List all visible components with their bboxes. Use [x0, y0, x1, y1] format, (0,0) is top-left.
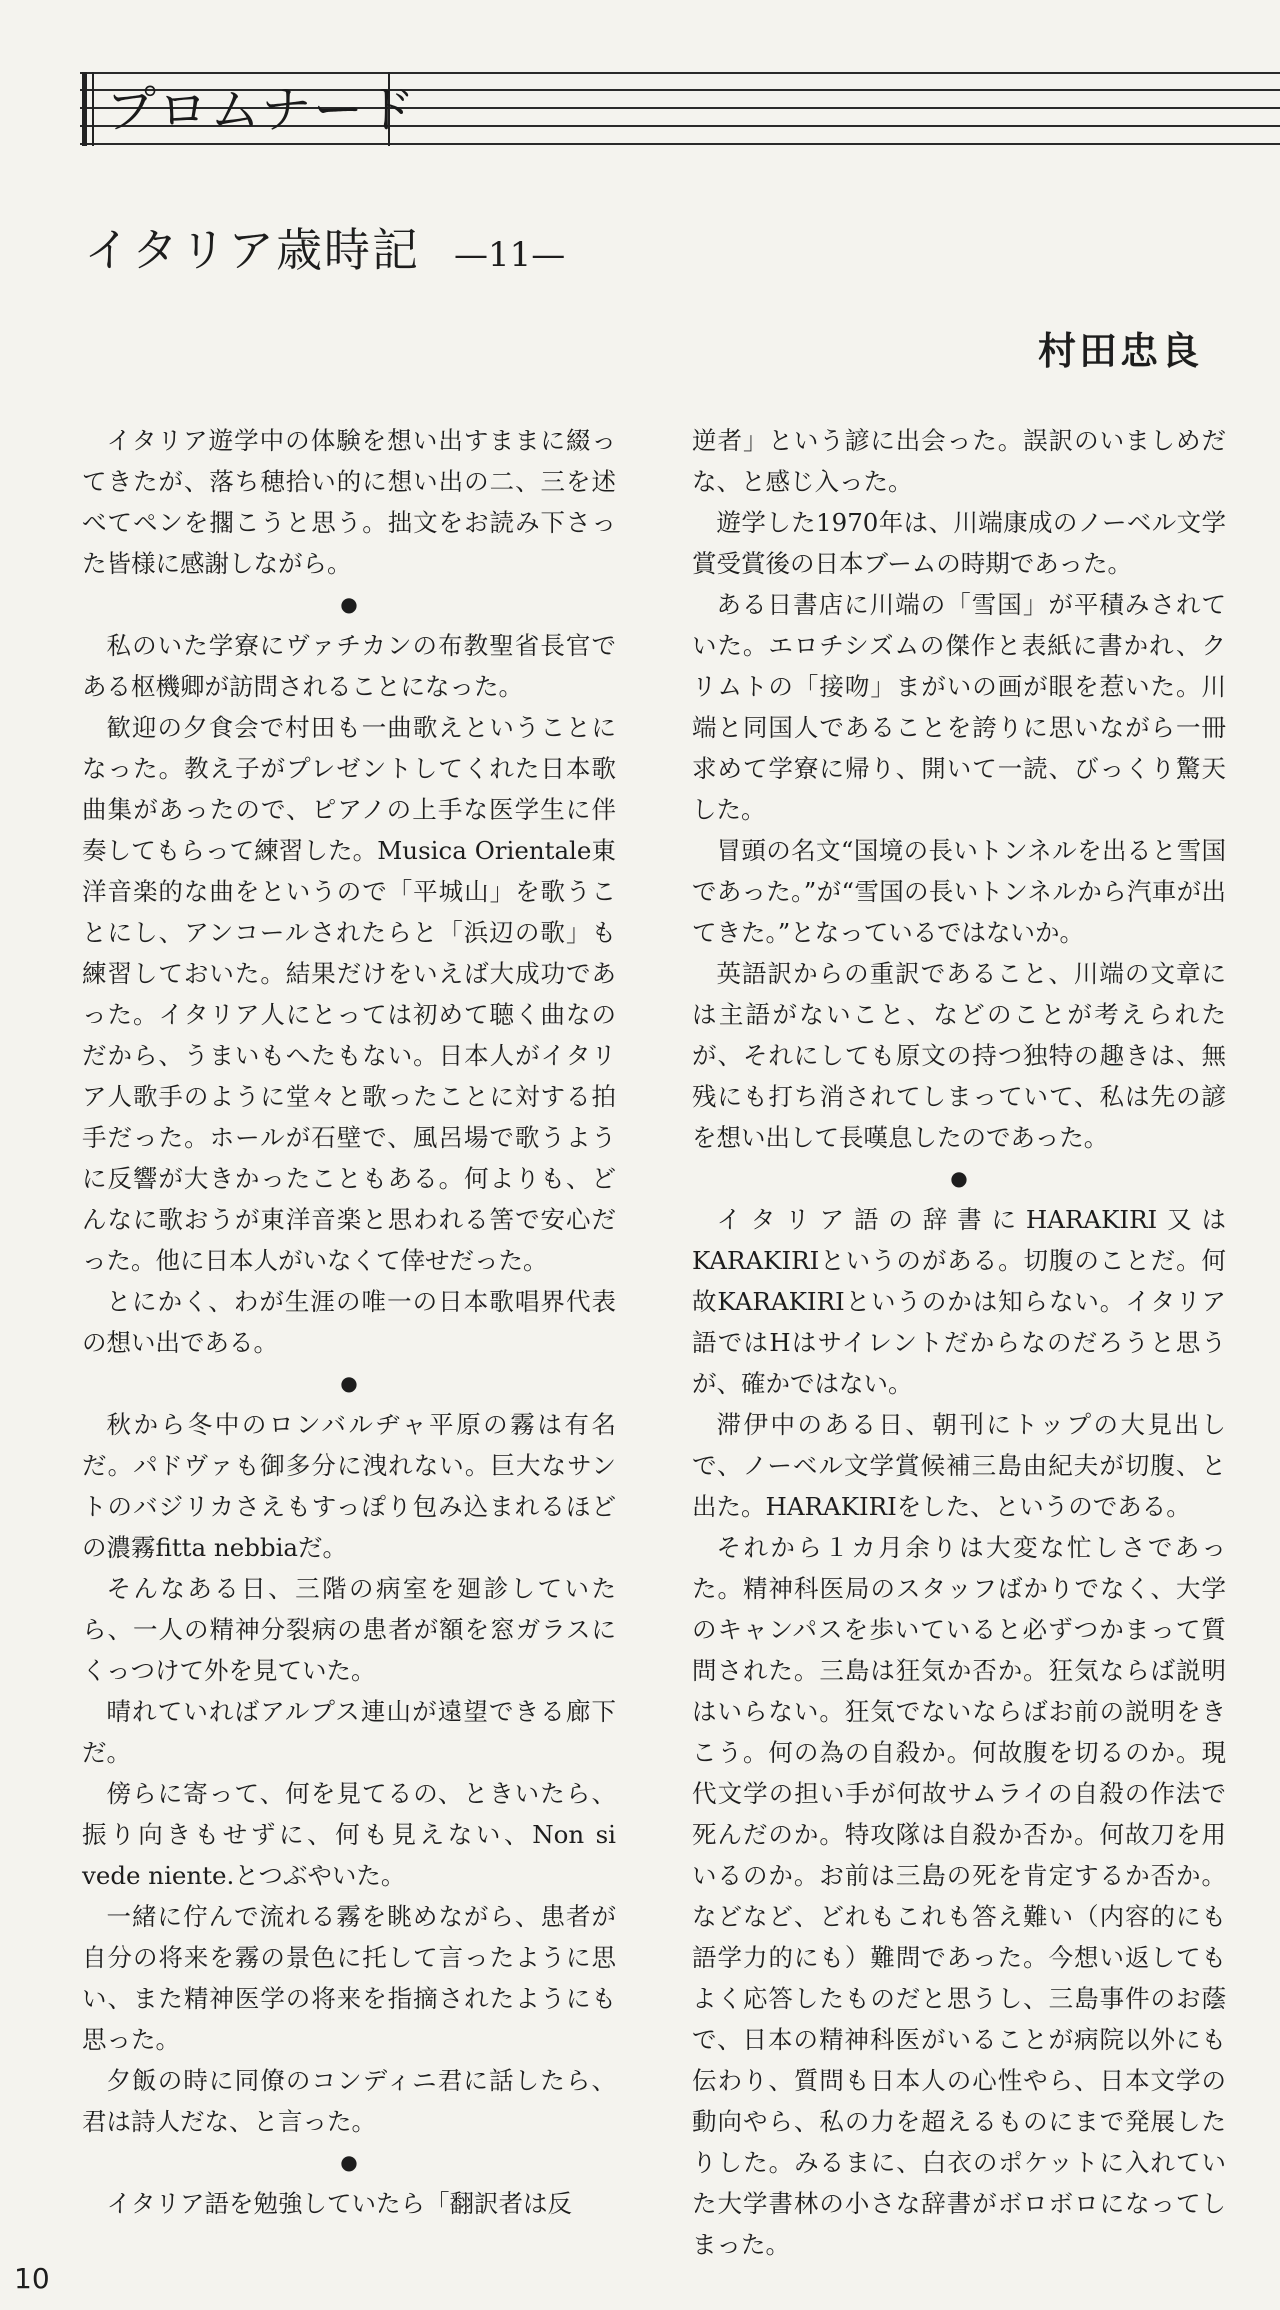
staff-barline [92, 72, 94, 146]
paragraph: イタリア語を勉強していたら「翻訳者は反 [106, 2189, 572, 2218]
staff-header [80, 72, 1280, 146]
paragraph: 傍らに寄って、何を見てるの、ときいたら、振り向きもせずに、何も見えない、Non si vede niente.とつぶやいた。 [82, 1779, 616, 1890]
paragraph-continued: 逆者」という諺に出会った。誤訳のいましめだな、と感じ入った。 [692, 426, 1226, 496]
paragraph: 遊学した1970年は、川端康成のノーベル文学賞受賞後の日本ブームの時期であった。 [692, 508, 1226, 578]
page-number: 10 [14, 2262, 50, 2295]
section-divider-bullet: ● [340, 592, 358, 616]
right-column [692, 420, 1226, 2265]
paragraph: イタリア語の辞書にHARAKIRI又はKARAKIRIというのがある。切腹のことだ。何故KARAKIRIというのかは知らない。イタリア語ではHはサイレントだからなのだろうと思うが、確かではない。 [692, 1205, 1226, 1398]
paragraph: 夕飯の時に同僚のコンディニ君に話したら、君は詩人だな、と言った。 [82, 2066, 616, 2136]
paragraph: 私のいた学寮にヴァチカンの布教聖省長官である枢機卿が訪問されることになった。 [82, 631, 616, 701]
section-divider-bullet: ● [340, 2150, 358, 2174]
title-text: イタリア歳時記 [84, 223, 420, 277]
paragraph: 英語訳からの重訳であること、川端の文章には主語がないこと、などのことが考えられたが、それにしても原文の持つ独特の趣きは、無残にも打ち消されてしまっていて、私は先の諺を想い出して長嘆息したのであった。 [692, 959, 1226, 1152]
section-divider-bullet: ● [340, 1371, 358, 1395]
staff-barline [82, 72, 87, 146]
paragraph: 冒頭の名文“国境の長いトンネルを出ると雪国であった。”が“雪国の長いトンネルから汽車が出てきた。”となっているではないか。 [692, 836, 1226, 947]
left-column [82, 420, 616, 2224]
paragraph: イタリア遊学中の体験を想い出すままに綴ってきたが、落ち穂拾い的に想い出の二、三を述べてペンを擱こうと思う。拙文をお読み下さった皆様に感謝しながら。 [82, 426, 616, 578]
section-divider-bullet: ● [950, 1166, 968, 1190]
staff-line [80, 143, 1280, 145]
paragraph: 歓迎の夕食会で村田も一曲歌えということになった。教え子がプレゼントしてくれた日本歌曲集があったので、ピアノの上手な医学生に伴奏してもらって練習した。Musica Orientale東洋音楽的な曲をというので「平城山」を歌うことにし、アンコールされたらと「浜辺の歌」も練習しておいた。結果だけをいえば大成功であった。イタリア人にとっては初めて聴く曲なのだから、うまいもへたもない。日本人がイタリア人歌手のように堂々と歌ったことに対する拍手だった。ホールが石壁で、風呂場で歌うように反響が大きかったこともある。何よりも、どんなに歌おうが東洋音楽と思われる筈で安心だった。他に日本人がいなくて倖せだった。 [82, 713, 616, 1275]
paragraph: そんなある日、三階の病室を廻診していたら、一人の精神分裂病の患者が額を窓ガラスにくっつけて外を見ていた。 [82, 1574, 616, 1685]
paragraph: 晴れていればアルプス連山が遠望できる廊下だ。 [82, 1697, 616, 1767]
paragraph: とにかく、わが生涯の唯一の日本歌唱界代表の想い出である。 [82, 1287, 616, 1357]
paragraph: ある日書店に川端の「雪国」が平積みされていた。エロチシズムの傑作と表紙に書かれ、クリムトの「接吻」まがいの画が眼を惹いた。川端と同国人であることを誇りに思いながら一冊求めて学寮に帰り、開いて一読、びっくり驚天した。 [692, 590, 1226, 824]
paragraph: それから１カ月余りは大変な忙しさであった。精神科医局のスタッフばかりでなく、大学のキャンパスを歩いていると必ずつかまって質問された。三島は狂気か否か。狂気ならば説明はいらない。狂気でないならばお前の説明をきこう。何の為の自殺か。何故腹を切るのか。現代文学の担い手が何故サムライの自殺の作法で死んだのか。特攻隊は自殺か否か。何故刀を用いるのか。お前は三島の死を肯定するか否か。などなど、どれもこれも答え難い（内容的にも語学力的にも）難問であった。今想い返してもよく応答したものだと思うし、三島事件のお蔭で、日本の精神科医がいることが病院以外にも伝わり、質問も日本人の心性やら、日本文学の動向やら、私の力を超えるものにまで発展したりした。みるまに、白衣のポケットに入れていた大学書林の小さな辞書がボロボロになってしまった。 [692, 1533, 1226, 2259]
paragraph: 秋から冬中のロンバルヂャ平原の霧は有名だ。パドヴァも御多分に洩れない。巨大なサントのバジリカさえもすっぽり包み込まれるほどの濃霧fitta nebbiaだ。 [82, 1410, 616, 1562]
installment-number: —11— [454, 235, 566, 275]
paragraph: 一緒に佇んで流れる霧を眺めながら、患者が自分の将来を霧の景色に托して言ったように思い、また精神医学の将来を指摘されたようにも思った。 [82, 1902, 616, 2054]
paragraph: 滞伊中のある日、朝刊にトップの大見出しで、ノーベル文学賞候補三島由紀夫が切腹、と出た。HARAKIRIをした、というのである。 [692, 1410, 1226, 1521]
article-title [84, 214, 565, 280]
series-title: プロムナード [106, 81, 417, 139]
author-name: 村田忠良 [1037, 329, 1202, 373]
staff-line [80, 72, 1280, 74]
